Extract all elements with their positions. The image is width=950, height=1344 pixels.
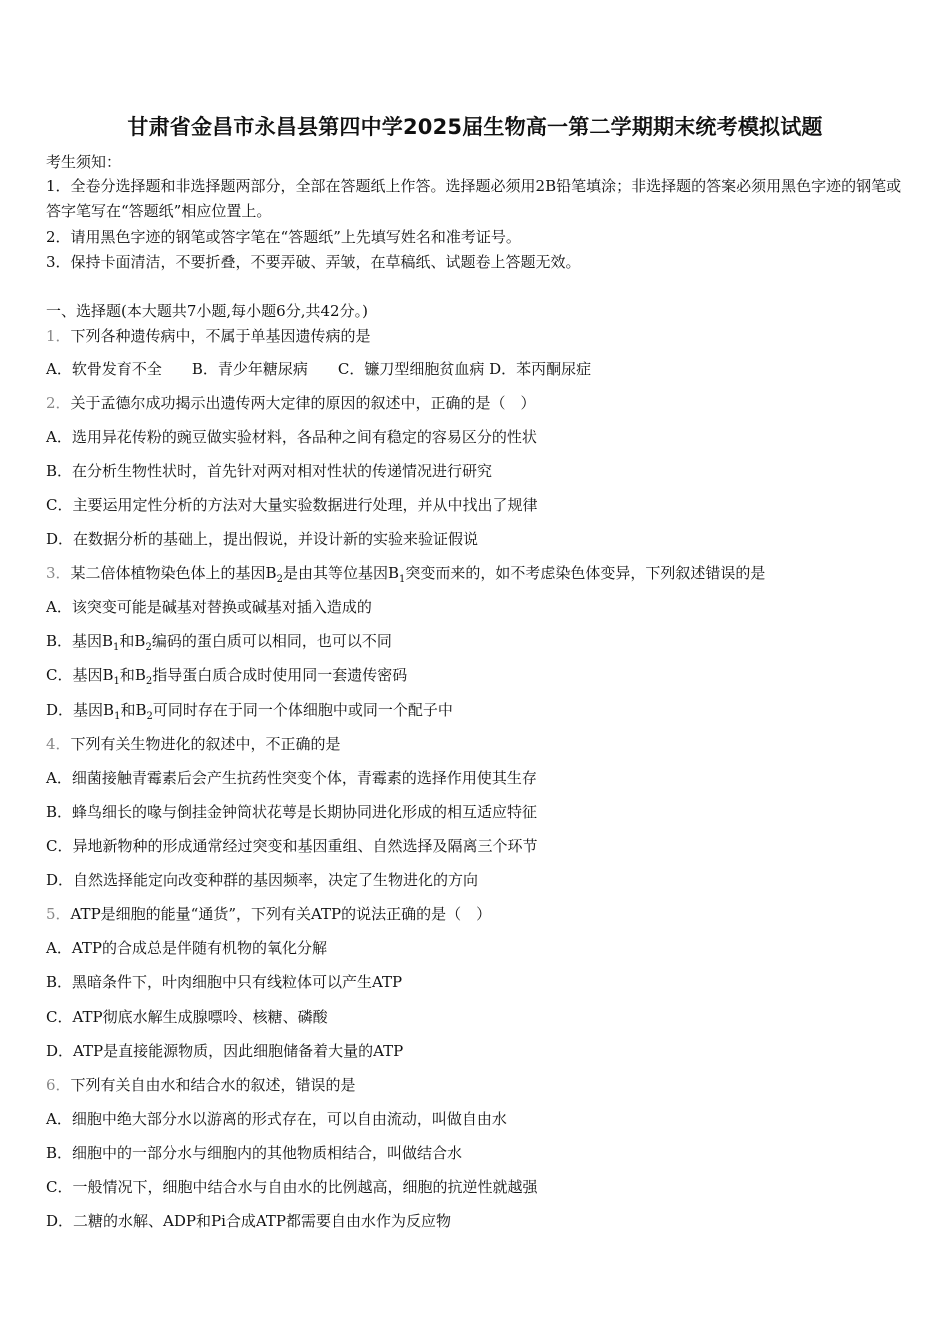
question-text: 突变而来的，如不考虑染色体变异，下列叙述错误的是 xyxy=(405,564,766,582)
question-6-stem xyxy=(46,1074,910,1096)
subscript: 1 xyxy=(113,676,120,687)
option-text: 和B xyxy=(120,701,147,719)
question-4-stem xyxy=(46,733,910,755)
question-3-option-b xyxy=(46,630,910,659)
page-title: 甘肃省金昌市永昌县第四中学2025届生物高一第二学期期末统考模拟试题 xyxy=(127,115,823,139)
subscript: 2 xyxy=(276,574,283,585)
notice-item-3: 3．保持卡面清洁，不要折叠，不要弄破、弄皱，在草稿纸、试题卷上答题无效。 xyxy=(46,253,581,271)
question-2-option-d: D．在数据分析的基础上，提出假说，并设计新的实验来验证假说 xyxy=(46,530,479,548)
question-text: 下列各种遗传病中，不属于单基因遗传病的是 xyxy=(70,327,371,345)
question-3-stem xyxy=(46,562,910,591)
notice-heading: 考生须知： xyxy=(46,153,122,171)
question-4-option-b: B．蜂鸟细长的喙与倒挂金钟筒状花萼是长期协同进化形成的相互适应特征 xyxy=(46,803,538,821)
option-text: 编码的蛋白质可以相同，也可以不同 xyxy=(151,632,392,650)
question-text: 下列有关自由水和结合水的叙述，错误的是 xyxy=(70,1076,356,1094)
question-1-stem xyxy=(46,325,910,347)
question-4-option-c: C．异地新物种的形成通常经过突变和基因重组、自然选择及隔离三个环节 xyxy=(46,837,538,855)
question-3-option-c xyxy=(46,664,910,693)
question-text: ATP是细胞的能量“通货”，下列有关ATP的说法正确的是（ ） xyxy=(70,905,492,923)
question-number: 3． xyxy=(46,564,71,582)
question-text: 某二倍体植物染色体上的基因B xyxy=(70,564,277,582)
subscript: 1 xyxy=(398,574,406,585)
subscript: 2 xyxy=(145,642,152,653)
question-number: 5． xyxy=(46,905,71,923)
question-5-option-d: D．ATP是直接能源物质，因此细胞储备着大量的ATP xyxy=(46,1042,404,1060)
question-5-stem xyxy=(46,903,910,925)
question-6-option-d: D．二糖的水解、ADP和Pi合成ATP都需要自由水作为反应物 xyxy=(46,1212,451,1230)
question-6-option-b: B．细胞中的一部分水与细胞内的其他物质相结合，叫做结合水 xyxy=(46,1144,463,1162)
option-text: 可同时存在于同一个体细胞中或同一个配子中 xyxy=(152,701,453,719)
subscript: 2 xyxy=(146,711,153,722)
option-text: B．基因B xyxy=(46,632,114,650)
question-1-options: A．软骨发育不全 B．青少年糖尿病 C．镰刀型细胞贫血病 D．苯丙酮尿症 xyxy=(46,360,592,378)
option-text: 和B xyxy=(119,666,146,684)
question-text: 关于孟德尔成功揭示出遗传两大定律的原因的叙述中，正确的是（ ） xyxy=(70,394,536,412)
option-text: 指导蛋白质合成时使用同一套遗传密码 xyxy=(152,666,408,684)
question-3-option-a: A．该突变可能是碱基对替换或碱基对插入造成的 xyxy=(46,598,372,616)
question-number: 2． xyxy=(46,394,71,412)
question-number: 1． xyxy=(46,327,71,345)
subscript: 2 xyxy=(145,676,153,687)
section-heading: 一、选择题(本大题共7小题,每小题6分,共42分。) xyxy=(46,302,368,320)
question-5-option-c: C．ATP彻底水解生成腺嘌呤、核糖、磷酸 xyxy=(46,1008,328,1026)
question-6-option-a: A．细胞中绝大部分水以游离的形式存在，可以自由流动，叫做自由水 xyxy=(46,1110,507,1128)
question-2-option-a: A．选用异花传粉的豌豆做实验材料，各品种之间有稳定的容易区分的性状 xyxy=(46,428,537,446)
question-text: 下列有关生物进化的叙述中，不正确的是 xyxy=(70,735,341,753)
question-number: 6． xyxy=(46,1076,71,1094)
option-text: C．基因B xyxy=(46,666,114,684)
question-2-stem xyxy=(46,392,910,414)
question-4-option-a: A．细菌接触青霉素后会产生抗药性突变个体，青霉素的选择作用使其生存 xyxy=(46,769,537,787)
question-3-option-d xyxy=(46,699,910,728)
subscript: 1 xyxy=(113,642,120,653)
question-6-option-c: C．一般情况下，细胞中结合水与自由水的比例越高，细胞的抗逆性就越强 xyxy=(46,1178,538,1196)
notice-item-1: 1．全卷分选择题和非选择题两部分，全部在答题纸上作答。选择题必须用2B铅笔填涂；非选择题的答案必须用黑色字迹的钢笔或答字笔写在“答题纸”相应位置上。 xyxy=(46,177,902,220)
question-2-option-b: B．在分析生物性状时，首先针对两对相对性状的传递情况进行研究 xyxy=(46,462,493,480)
question-4-option-d: D．自然选择能定向改变种群的基因频率，决定了生物进化的方向 xyxy=(46,871,479,889)
question-5-option-b: B．黑暗条件下，叶肉细胞中只有线粒体可以产生ATP xyxy=(46,973,403,991)
option-text: 和B xyxy=(119,632,146,650)
question-text: 是由其等位基因B xyxy=(282,564,399,582)
notice-item-2: 2．请用黑色字迹的钢笔或答字笔在“答题纸”上先填写姓名和准考证号。 xyxy=(46,228,521,246)
option-text: D．基因B xyxy=(46,701,115,719)
question-5-option-a: A．ATP的合成总是伴随有机物的氧化分解 xyxy=(46,939,327,957)
question-2-option-c: C．主要运用定性分析的方法对大量实验数据进行处理，并从中找出了规律 xyxy=(46,496,538,514)
subscript: 1 xyxy=(114,711,121,722)
question-number: 4． xyxy=(46,735,71,753)
